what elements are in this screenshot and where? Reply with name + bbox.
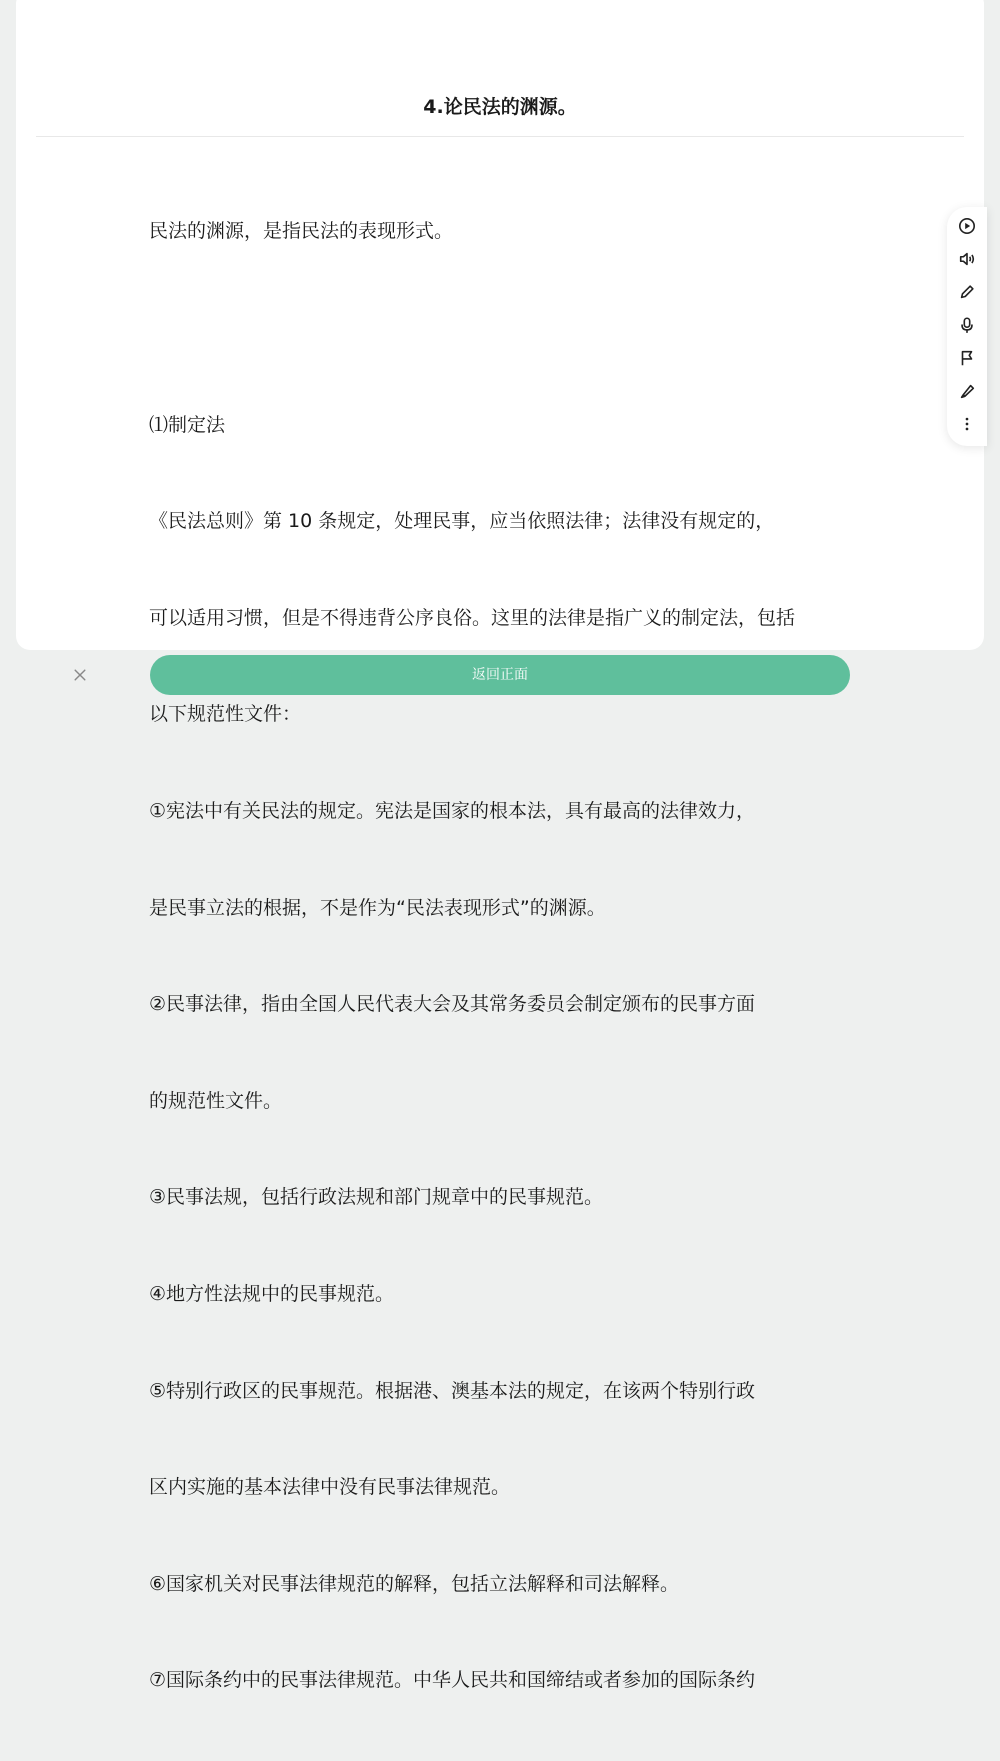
content-line: ③民事法规，包括行政法规和部门规章中的民事规范。 bbox=[149, 1186, 604, 1209]
content-line: ①宪法中有关民法的规定。宪法是国家的根本法，具有最高的法律效力， bbox=[149, 799, 756, 822]
content-line: 《民法总则》第 10 条规定，处理民事，应当依照法律；法律没有规定的， bbox=[149, 510, 775, 533]
content-line: 可以适用习惯，但是不得违背公序良俗。这里的法律是指广义的制定法，包括 bbox=[149, 606, 796, 629]
title-divider bbox=[36, 136, 964, 137]
highlighter-icon[interactable] bbox=[956, 380, 978, 402]
microphone-icon[interactable] bbox=[956, 314, 978, 336]
flag-icon[interactable] bbox=[956, 347, 978, 369]
card-title: 4.论民法的渊源。 bbox=[423, 96, 577, 118]
card-content bbox=[149, 151, 869, 1761]
content-line bbox=[149, 312, 869, 344]
side-toolbar bbox=[947, 207, 987, 446]
pencil-icon[interactable] bbox=[956, 281, 978, 303]
audio-icon[interactable] bbox=[956, 248, 978, 270]
content-line: 区内实施的基本法律中没有民事法律规范。 bbox=[149, 1476, 511, 1499]
content-line: ⑦国际条约中的民事法律规范。中华人民共和国缔结或者参加的国际条约 bbox=[149, 1669, 756, 1692]
content-line: ⑥国家机关对民事法律规范的解释，包括立法解释和司法解释。 bbox=[149, 1572, 680, 1595]
close-icon[interactable] bbox=[70, 665, 90, 685]
content-line: 的规范性文件。 bbox=[149, 1089, 283, 1112]
content-line: ②民事法律，指由全国人民代表大会及其常务委员会制定颁布的民事方面 bbox=[149, 993, 756, 1016]
content-line: 以下规范性文件： bbox=[149, 703, 302, 726]
more-vertical-icon[interactable] bbox=[956, 413, 978, 435]
content-line: ④地方性法规中的民事规范。 bbox=[149, 1282, 395, 1305]
content-line: ⑴制定法 bbox=[149, 413, 226, 436]
play-icon[interactable] bbox=[956, 215, 978, 237]
content-line: 是民事立法的根据，不是作为“民法表现形式”的渊源。 bbox=[149, 896, 606, 919]
return-front-button[interactable]: 返回正面 bbox=[150, 655, 850, 695]
content-line: ⑤特别行政区的民事规范。根据港、澳基本法的规定，在该两个特别行政 bbox=[149, 1379, 756, 1402]
content-line: 民法的渊源，是指民法的表现形式。 bbox=[149, 220, 454, 243]
